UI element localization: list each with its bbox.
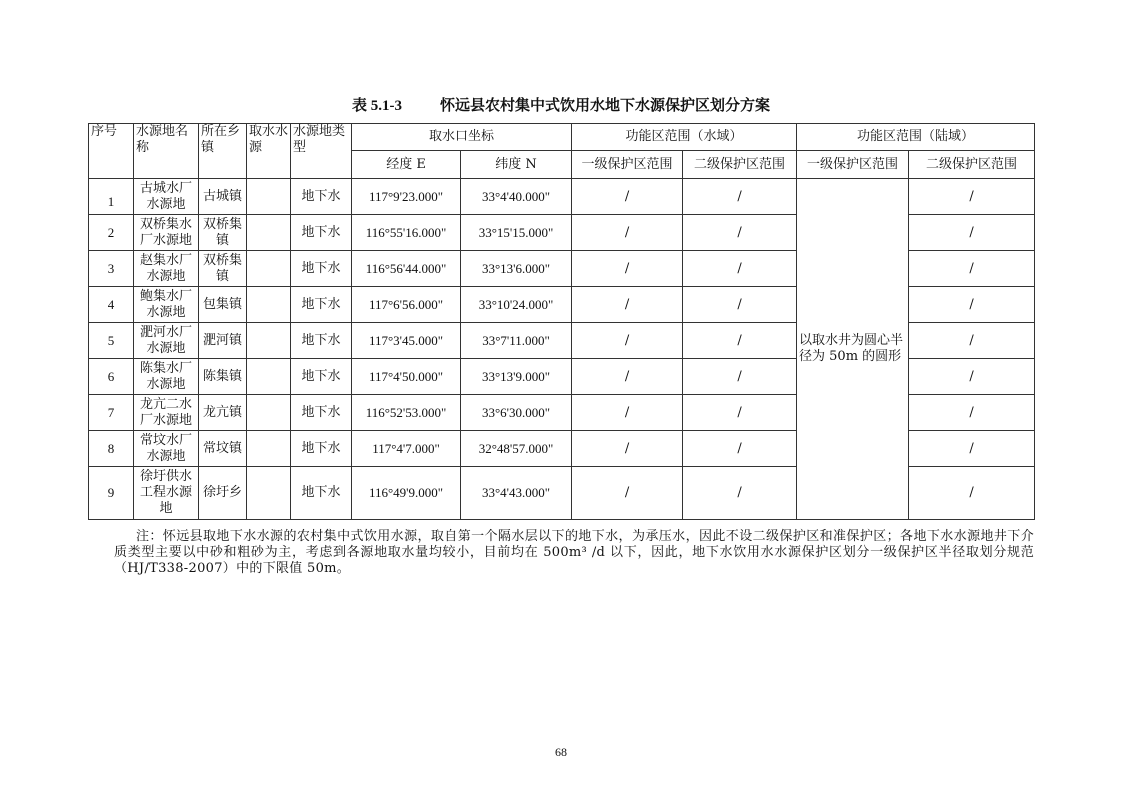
cell-lat: 33°15'15.000" <box>461 215 572 251</box>
cell-type: 地下水 <box>291 323 352 359</box>
cell-lat: 32°48'57.000" <box>461 431 572 467</box>
cell-lon: 116°55'16.000" <box>352 215 461 251</box>
cell-land-secondary: / <box>909 179 1035 215</box>
table-note: 注：怀远县取地下水水源的农村集中式饮用水源，取自第一个隔水层以下的地下水，为承压水，因此不设二级保护区和准保护区；各地下水水源地井下介质类型主要以中砂和粗砂为主，考虑到各源地取水量均较小，目前均在 500m³ /d 以下，因此，地下水饮用水水源保护区划分一级保护区半径取划分规范（HJ/T338-2007）中的下限值 50m。 <box>114 529 1034 576</box>
cell-water-primary: / <box>572 251 683 287</box>
cell-seq: 9 <box>89 467 134 520</box>
header-coord-group: 取水口坐标 <box>352 124 572 151</box>
cell-town: 古城镇 <box>199 179 247 215</box>
cell-town: 包集镇 <box>199 287 247 323</box>
header-town: 所在乡镇 <box>199 124 247 179</box>
header-land-group: 功能区范围（陆域） <box>797 124 1035 151</box>
cell-seq: 5 <box>89 323 134 359</box>
cell-type: 地下水 <box>291 251 352 287</box>
header-seq: 序号 <box>89 124 134 179</box>
cell-lon: 117°4'7.000" <box>352 431 461 467</box>
cell-lon: 116°56'44.000" <box>352 251 461 287</box>
cell-intake <box>247 431 291 467</box>
cell-lat: 33°6'30.000" <box>461 395 572 431</box>
cell-water-secondary: / <box>683 251 797 287</box>
cell-type: 地下水 <box>291 179 352 215</box>
header-type: 水源地类型 <box>291 124 352 179</box>
cell-intake <box>247 215 291 251</box>
cell-lat: 33°4'43.000" <box>461 467 572 520</box>
cell-land-secondary: / <box>909 323 1035 359</box>
cell-lat: 33°13'9.000" <box>461 359 572 395</box>
cell-water-primary: / <box>572 395 683 431</box>
cell-seq: 2 <box>89 215 134 251</box>
cell-seq: 6 <box>89 359 134 395</box>
cell-name: 淝河水厂水源地 <box>134 323 199 359</box>
cell-lat: 33°13'6.000" <box>461 251 572 287</box>
table-number: 表 5.1-3 <box>351 98 402 114</box>
cell-water-primary: / <box>572 215 683 251</box>
cell-land-secondary: / <box>909 287 1035 323</box>
cell-lon: 116°49'9.000" <box>352 467 461 520</box>
cell-name: 赵集水厂水源地 <box>134 251 199 287</box>
cell-water-secondary: / <box>683 431 797 467</box>
cell-intake <box>247 359 291 395</box>
header-water-group: 功能区范围（水域） <box>572 124 797 151</box>
cell-lon: 117°4'50.000" <box>352 359 461 395</box>
cell-land-secondary: / <box>909 215 1035 251</box>
page-number: 68 <box>555 745 567 759</box>
cell-water-secondary: / <box>683 215 797 251</box>
cell-name: 双桥集水厂水源地 <box>134 215 199 251</box>
cell-water-secondary: / <box>683 323 797 359</box>
cell-water-secondary: / <box>683 395 797 431</box>
cell-type: 地下水 <box>291 287 352 323</box>
cell-water-primary: / <box>572 323 683 359</box>
cell-water-secondary: / <box>683 287 797 323</box>
cell-intake <box>247 287 291 323</box>
cell-name: 陈集水厂水源地 <box>134 359 199 395</box>
cell-town: 常坟镇 <box>199 431 247 467</box>
cell-lon: 117°3'45.000" <box>352 323 461 359</box>
table-caption: 怀远县农村集中式饮用水地下水源保护区划分方案 <box>439 96 770 114</box>
cell-name: 常坟水厂水源地 <box>134 431 199 467</box>
header-water-primary: 一级保护区范围 <box>572 151 683 179</box>
cell-town: 双桥集镇 <box>199 251 247 287</box>
cell-water-secondary: / <box>683 179 797 215</box>
cell-town: 徐圩乡 <box>199 467 247 520</box>
header-lat: 纬度 N <box>461 151 572 179</box>
cell-intake <box>247 251 291 287</box>
cell-type: 地下水 <box>291 215 352 251</box>
cell-water-secondary: / <box>683 359 797 395</box>
cell-type: 地下水 <box>291 395 352 431</box>
header-water-secondary: 二级保护区范围 <box>683 151 797 179</box>
cell-lat: 33°7'11.000" <box>461 323 572 359</box>
cell-water-primary: / <box>572 179 683 215</box>
cell-lat: 33°4'40.000" <box>461 179 572 215</box>
cell-seq: 7 <box>89 395 134 431</box>
header-lon: 经度 E <box>352 151 461 179</box>
cell-seq: 8 <box>89 431 134 467</box>
header-land-primary: 一级保护区范围 <box>797 151 909 179</box>
cell-water-primary: / <box>572 359 683 395</box>
cell-water-primary: / <box>572 287 683 323</box>
cell-intake <box>247 323 291 359</box>
cell-name: 龙亢二水厂水源地 <box>134 395 199 431</box>
table-row <box>89 179 1035 215</box>
cell-land-primary-merged: 以取水井为圆心半径为 50m 的圆形 <box>797 179 909 520</box>
protection-zone-table <box>88 123 1035 520</box>
cell-lon: 117°9'23.000" <box>352 179 461 215</box>
cell-town: 陈集镇 <box>199 359 247 395</box>
cell-seq: 4 <box>89 287 134 323</box>
cell-intake <box>247 467 291 520</box>
cell-town: 双桥集镇 <box>199 215 247 251</box>
cell-land-secondary: / <box>909 251 1035 287</box>
cell-lon: 116°52'53.000" <box>352 395 461 431</box>
cell-water-secondary: / <box>683 467 797 520</box>
cell-name: 徐圩供水工程水源地 <box>134 467 199 520</box>
header-intake: 取水水源 <box>247 124 291 179</box>
cell-type: 地下水 <box>291 467 352 520</box>
cell-water-primary: / <box>572 467 683 520</box>
cell-intake <box>247 395 291 431</box>
cell-town: 淝河镇 <box>199 323 247 359</box>
cell-intake <box>247 179 291 215</box>
cell-seq: 1 <box>89 179 134 215</box>
cell-name: 古城水厂水源地 <box>134 179 199 215</box>
cell-land-secondary: / <box>909 395 1035 431</box>
cell-lon: 117°6'56.000" <box>352 287 461 323</box>
cell-land-secondary: / <box>909 467 1035 520</box>
cell-town: 龙亢镇 <box>199 395 247 431</box>
header-name: 水源地名称 <box>134 124 199 179</box>
cell-lat: 33°10'24.000" <box>461 287 572 323</box>
cell-name: 鲍集水厂水源地 <box>134 287 199 323</box>
cell-type: 地下水 <box>291 359 352 395</box>
cell-water-primary: / <box>572 431 683 467</box>
cell-type: 地下水 <box>291 431 352 467</box>
table-title <box>0 94 1122 115</box>
cell-land-secondary: / <box>909 431 1035 467</box>
cell-seq: 3 <box>89 251 134 287</box>
header-land-secondary: 二级保护区范围 <box>909 151 1035 179</box>
cell-land-secondary: / <box>909 359 1035 395</box>
